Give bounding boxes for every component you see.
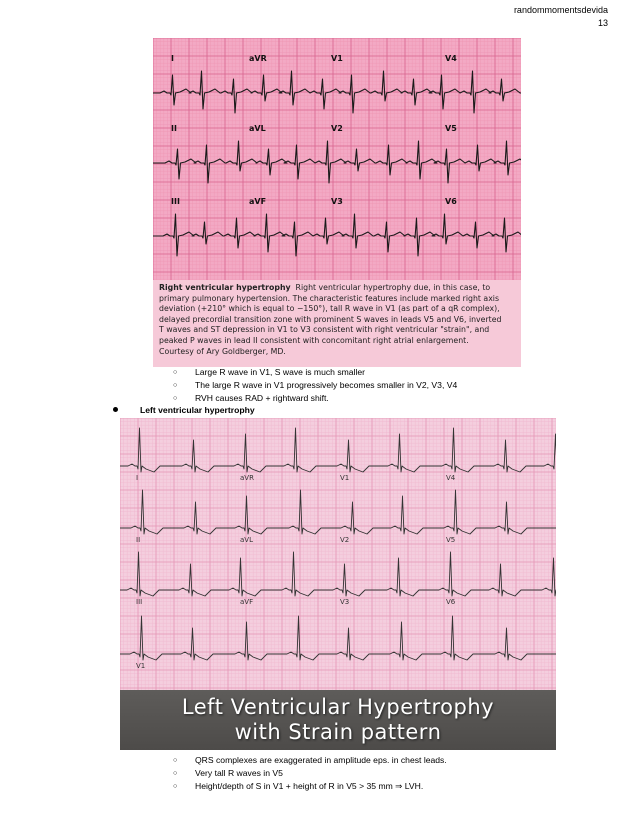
ecg-lead-label: V1: [136, 662, 146, 670]
banner-line-2: with Strain pattern: [234, 720, 442, 744]
caption-line: peaked P waves in lead II consistent with concomitant right atrial enlargement.: [159, 335, 469, 345]
rvh-points-list: [173, 366, 457, 405]
ecg-lead-label: aVL: [249, 124, 266, 133]
list-item: ○ Very tall R waves in V5: [173, 767, 447, 780]
rvh-ecg-svg: [153, 38, 521, 280]
ecg-lead-label: aVF: [249, 197, 267, 206]
site-name: randommomentsdevida: [513, 5, 608, 15]
lvh-heading: [113, 404, 255, 417]
lvh-heading-text: Left ventricular hypertrophy: [140, 405, 255, 415]
ecg-lead-label: aVR: [249, 54, 267, 63]
ecg-lead-label: I: [136, 474, 139, 482]
ecg-lead-label: II: [136, 536, 141, 544]
ecg-lead-label: III: [136, 598, 143, 606]
lvh-ecg-svg: [120, 418, 556, 690]
caption-line: deviation (+210° which is equal to −150°), tall R wave in V1 (as part of a qR complex),: [159, 304, 500, 314]
ecg-lead-label: V3: [340, 598, 350, 606]
ecg-lead-label: V4: [446, 474, 456, 482]
list-item: ○ The large R wave in V1 progressively becomes smaller in V2, V3, V4: [173, 379, 457, 392]
ecg-lead-label: V5: [446, 536, 456, 544]
rvh-caption: [153, 280, 521, 367]
ecg-lead-label: V6: [446, 598, 456, 606]
ecg-lead-label: II: [171, 124, 177, 133]
ecg-lead-label: III: [171, 197, 180, 206]
ecg-lead-label: V4: [445, 54, 457, 63]
ecg-lead-label: V6: [445, 197, 457, 206]
list-item: ○ Height/depth of S in V1 + height of R in V5 > 35 mm ⇒ LVH.: [173, 780, 447, 793]
ecg-lead-label: aVF: [240, 598, 254, 606]
ecg-lead-label: V1: [331, 54, 343, 63]
caption-line: primary pulmonary hypertension. The characteristic features include marked right axis: [159, 293, 500, 303]
banner-line-1: Left Ventricular Hypertrophy: [181, 695, 495, 719]
caption-title: Right ventricular hypertrophy: [159, 283, 291, 292]
lvh-points-list: [173, 754, 447, 793]
ecg-lead-label: V3: [331, 197, 343, 206]
list-item: ○ RVH causes RAD + rightward shift.: [173, 392, 457, 405]
ecg-lead-label: aVL: [240, 536, 253, 544]
ecg-lead-label: V2: [331, 124, 343, 133]
lvh-ecg-image: [120, 418, 556, 690]
caption-line: Right ventricular hypertrophy due, in this case, to: [295, 283, 491, 292]
ecg-lead-label: V2: [340, 536, 350, 544]
ecg-lead-label: aVR: [240, 474, 254, 482]
rvh-ecg-image: [153, 38, 521, 280]
caption-line: delayed precordial transition zone with prominent S waves in leads V5 and V6, inverted: [159, 314, 502, 324]
bullet-icon: [113, 407, 118, 412]
ecg-lead-label: V5: [445, 124, 457, 133]
page-number: 13: [597, 18, 608, 28]
ecg-lead-label: V1: [340, 474, 350, 482]
ecg-lead-label: I: [171, 54, 174, 63]
caption-credit: Courtesy of Ary Goldberger, MD.: [159, 346, 286, 356]
lvh-banner: [120, 690, 556, 750]
list-item: ○ Large R wave in V1, S wave is much smaller: [173, 366, 457, 379]
list-item: ○ QRS complexes are exaggerated in amplitude eps. in chest leads.: [173, 754, 447, 767]
caption-line: T waves and ST depression in V1 to V3 consistent with right ventricular "strain", and: [159, 325, 490, 335]
page-header: [514, 4, 608, 30]
